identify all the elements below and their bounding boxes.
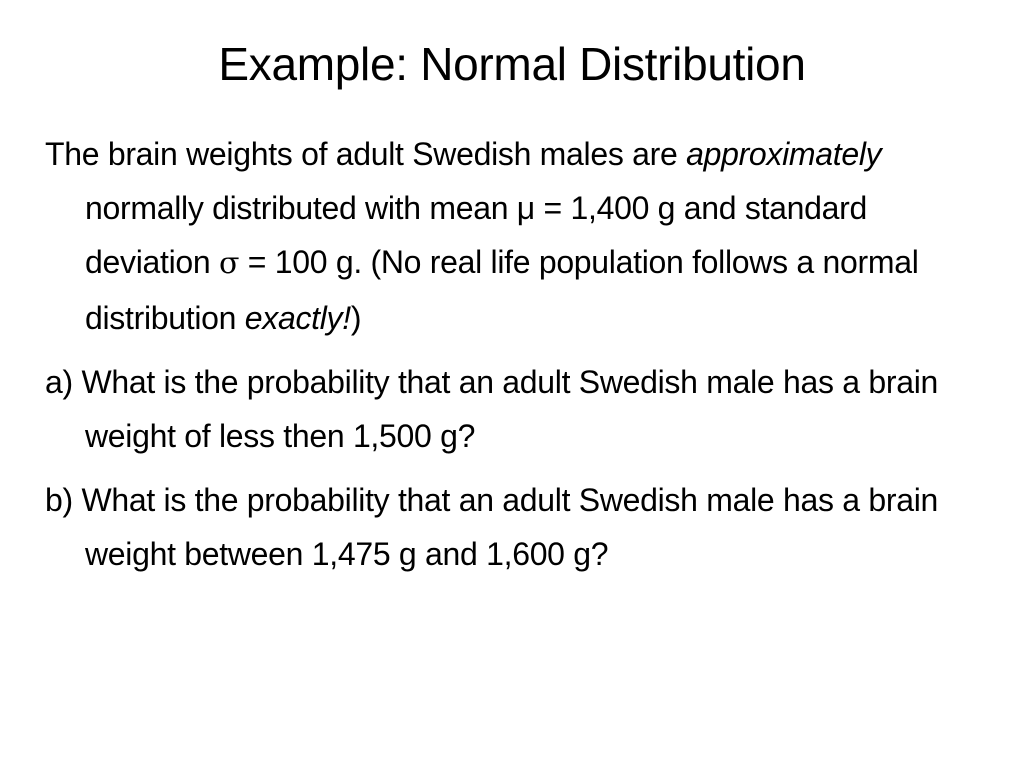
slide-body [45, 127, 995, 581]
intro-text-3: = 1,400 g and standard deviation [85, 190, 867, 280]
question-b: b) What is the probability that an adult Swedish male has a brain weight between 1,475 g and 1,600 g? [45, 482, 939, 572]
intro-paragraph [45, 127, 995, 345]
mu-symbol: μ [516, 190, 535, 226]
question-a: a) What is the probability that an adult Swedish male has a brain weight of less then 1,500 g? [45, 364, 939, 454]
intro-text-2: normally distributed with mean [85, 190, 517, 226]
intro-text-1: The brain weights of adult Swedish males are [45, 136, 687, 172]
slide-title: Example: Normal Distribution [218, 38, 806, 90]
intro-emphasis-exactly: exactly! [244, 300, 351, 336]
intro-text-4: = 100 g. (No real life population follows a normal distribution [85, 244, 919, 336]
sigma-symbol: σ [219, 246, 240, 281]
intro-text-5: ) [350, 300, 362, 336]
intro-emphasis-approximately: approximately [686, 136, 882, 172]
